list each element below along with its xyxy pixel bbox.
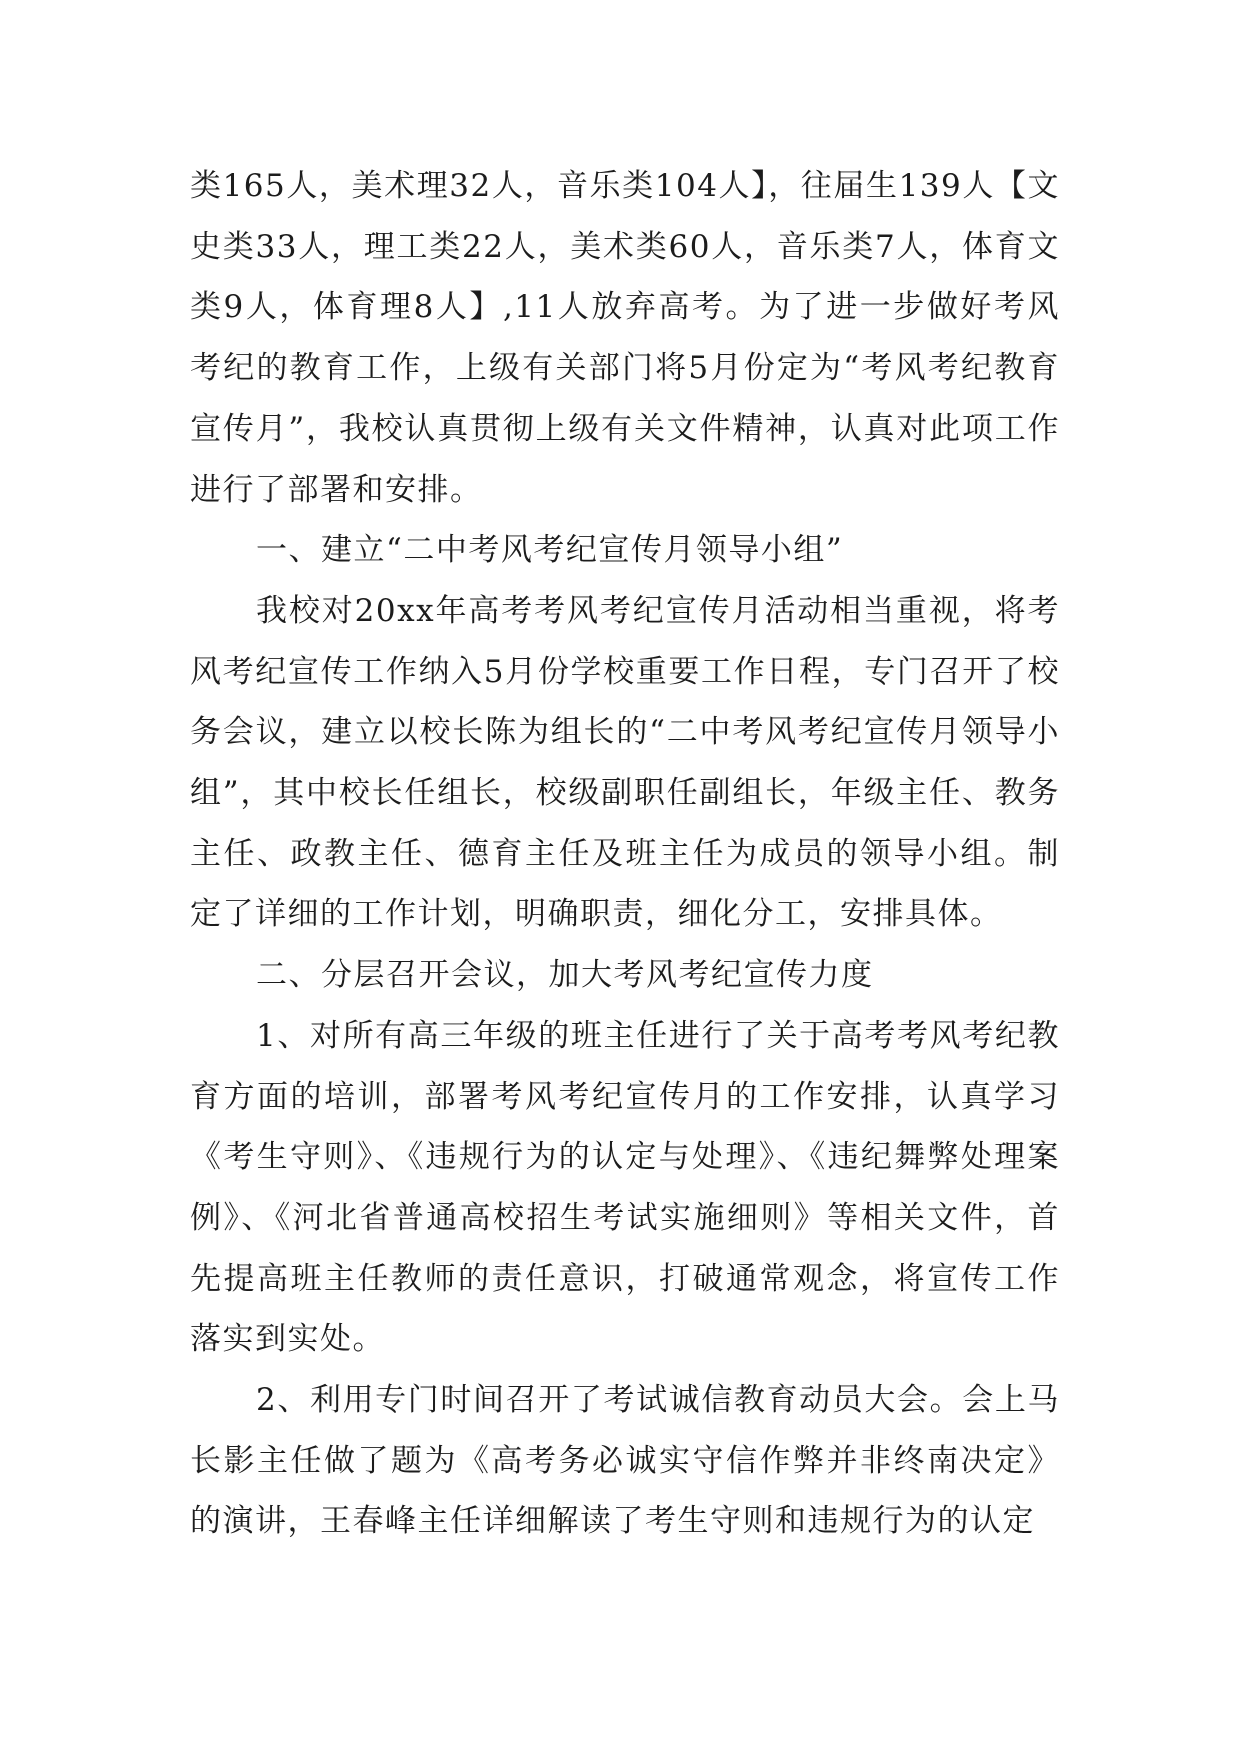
paragraph-item-1: 1、对所有高三年级的班主任进行了关于高考考风考纪教育方面的培训，部署考风考纪宣传月的工作安排，认真学习《考生守则》、《违规行为的认定与处理》、《违纪舞弊处理案例》、《河北省普通高校招生考试实施细则》等相关文件，首先提高班主任教师的责任意识，打破通常观念，将宣传工作落实到实处。 [190, 1017, 1060, 1358]
paragraph-item-2: 2、利用专门时间召开了考试诚信教育动员大会。会上马长影主任做了题为《高考务必诚实守信作弊并非终南决定》的演讲，王春峰主任详细解读了考生守则和违规行为的认定 [190, 1382, 1060, 1540]
paragraph-section-1-body: 我校对20xx年高考考风考纪宣传月活动相当重视，将考风考纪宣传工作纳入5月份学校重要工作日程，专门召开了校务会议，建立以校长陈为组长的“二中考风考纪宣传月领导小组”，其中校长任组长，校级副职任副组长，年级主任、教务主任、政教主任、德育主任及班主任为成员的领导小组。制定了详细的工作计划，明确职责，细化分工，安排具体。 [190, 592, 1060, 933]
document-body [190, 156, 1060, 1552]
section-heading-1: 一、建立“二中考风考纪宣传月领导小组” [256, 532, 844, 569]
section-heading-2: 二、分层召开会议，加大考风考纪宣传力度 [256, 957, 874, 994]
paragraph-stats-continuation: 类165人，美术理32人，音乐类104人】，往届生139人【文史类33人，理工类22人，美术类60人，音乐类7人，体育文类9人，体育理8人】,11人放弃高考。为了进一步做好考风考纪的教育工作，上级有关部门将5月份定为“考风考纪教育宣传月”，我校认真贯彻上级有关文件精神，认真对此项工作进行了部署和安排。 [190, 168, 1060, 508]
